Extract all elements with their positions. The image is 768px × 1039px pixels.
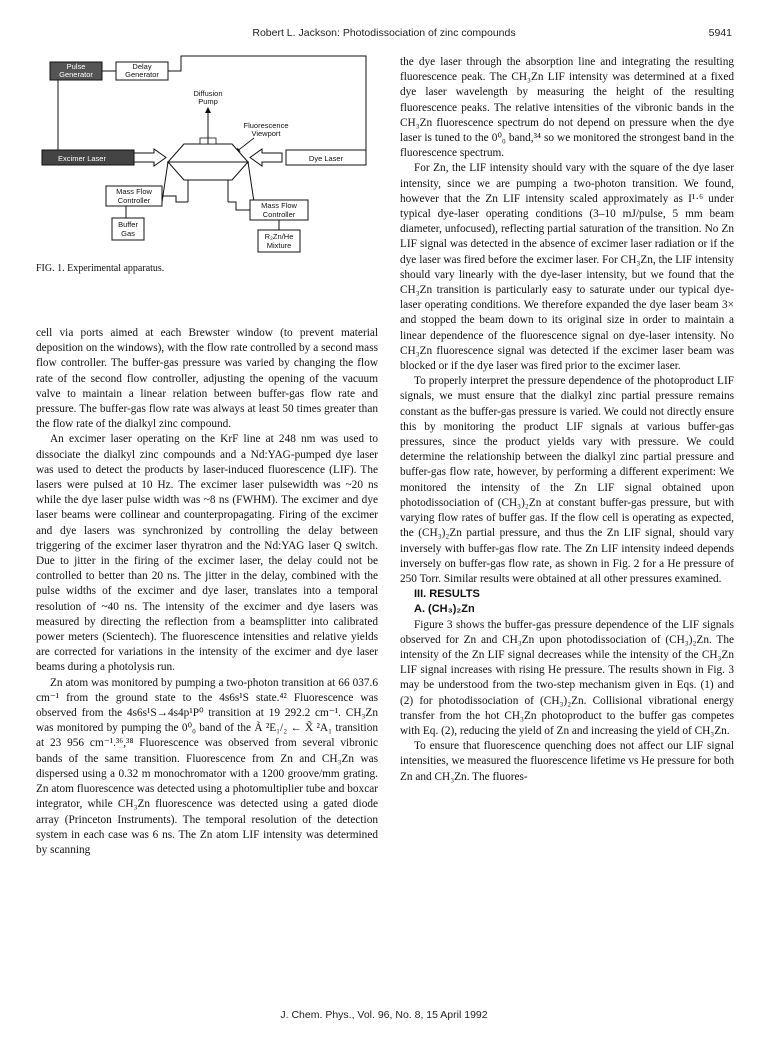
apparatus-diagram: [36, 52, 376, 262]
dye-laser-label: Dye Laser: [308, 154, 344, 163]
viewport-label-2: Viewport: [251, 129, 281, 138]
mfc1-label-2: Controller: [117, 196, 151, 205]
paragraph: An excimer laser operating on the KrF line at 248 nm was used to dissociate the dialkyl zinc compounds and a Nd:YAG-pumped dye laser was used to detect the products by laser-induced fluorescence (LIF). The lasers were pulsed at 10 Hz. The excimer laser pulsewidth was ~20 ns while the dye laser pulse width was ~8 ns (FWHM). The excimer and dye laser beams were collinear and counterpropagating. Firing of the excimer and dye lasers was synchronized by controlling the delay between triggering of the excimer laser thyratron and the Nd:YAG laser Q switch. Due to jitter in the firing of the excimer laser, the delay could not be controlled to better than 20 ns. The jitter in the delay, combined with the pulse widths of the excimer and dye laser, translates into a temporal resolution of ~40 ns. The intensity of the excimer and dye lasers was measured by directing the reflection from a beamsplitter into calibrated power meters (Scientech). The fluorescence intensities and relative yields are corrected for variations in the intensity of the excimer and dye laser beams during a photolysis run.: [36, 433, 378, 674]
buffer-gas-label-2: Gas: [121, 229, 135, 238]
pulse-generator-label-1: Pulse: [66, 62, 86, 71]
left-column: [36, 326, 378, 858]
dye-laser-box: [286, 150, 366, 165]
paragraph: Figure 3 shows the buffer-gas pressure dependence of the LIF signals observed for Zn and CH₃Zn upon photodissociation of (CH₃)₂Zn. The intensity of the Zn LIF signal decreases while the intensity of the CH₃Zn LIF signal increases with rising He pressure. The results shown in Fig. 3 may be understood from the two-step mechanism given in Eqs. (1) and (2) for photodissociation of (CH₃)₂Zn. Collisional vibrational energy transfer from the hot CH₃Zn photoproduct to the buffer gas competes with Eq. (2), reducing the yield of Zn and increasing the yield of CH₃Zn.: [400, 618, 734, 737]
flow-cell: [168, 138, 248, 180]
diffusion-pump-label-1: Diffusion: [193, 89, 223, 98]
mfc1-label-1: Mass Flow: [116, 187, 152, 196]
delay-generator-label-1: Delay: [132, 62, 152, 71]
paragraph: cell via ports aimed at each Brewster window (to prevent material deposition on the windows), with the flow rate controlled by a second mass flow controller. The buffer-gas pressure was varied by changing the flow rate of the second flow controller, adjusting the opening of the vacuum valve to maintain a linear relation between buffer-gas flow rate and pressure. The buffer-gas flow rate was always at least 50 times greater than the flow rate of the dialkyl zinc compound.: [36, 327, 378, 431]
delay-generator-label-2: Generator: [125, 70, 159, 79]
paragraph: To ensure that fluorescence quenching does not affect our LIF signal intensities, we measured the fluorescence lifetime vs He pressure for both Zn and CH₃Zn. The fluores-: [400, 740, 734, 783]
journal-footer: J. Chem. Phys., Vol. 96, No. 8, 15 April 1992: [280, 1009, 488, 1021]
dye-beam-arrow: [250, 149, 282, 166]
subsection-heading: A. (CH₃)₂Zn: [414, 603, 475, 616]
buffer-gas-label-1: Buffer: [118, 220, 138, 229]
mass-flow-controller-1: [106, 186, 162, 206]
section-heading-results: III. RESULTS: [414, 588, 480, 601]
pulse-generator-box: [50, 62, 102, 80]
page-number: 5941: [708, 27, 732, 39]
viewport-label-1: Fluorescence: [243, 121, 289, 130]
mfc2-label-1: Mass Flow: [261, 201, 297, 210]
pulse-generator-label-2: Generator: [59, 70, 93, 79]
paragraph: To properly interpret the pressure dependence of the photoproduct LIF signals, we must ensure that the dialkyl zinc partial pressure remains constant as the buffer-gas pressure is varied. We could not directly ensure this by monitoring the product LIF signals at various buffer-gas pressures, since the product yields vary with pressure. We could determine the relationship between the dialkyl zinc partial pressure and buffer-gas flow rate, however, by performing a different experiment: We monitored the intensity of the Zn LIF signal obtained upon photodissociation of (CH₃)₂Zn at constant buffer-gas pressure, but with varying flow rates of buffer gas. If the flow cell is operating as expected, the (CH₃)₂Zn partial pressure, and thus the Zn LIF signal, should vary inversely with buffer-gas flow rate. The Zn LIF intensity indeed depends inversely on buffer-gas flow rate, as shown in Fig. 2 for a He pressure of 250 Torr. Similar results were obtained at all other pressures examined.: [400, 375, 734, 585]
excimer-laser-box: [42, 150, 134, 165]
mixture-label-2: Mixture: [266, 241, 292, 250]
excimer-beam-arrow: [134, 149, 166, 166]
buffer-gas-box: [112, 218, 144, 240]
mfc2-label-2: Controller: [262, 210, 296, 219]
paragraph: For Zn, the LIF intensity should vary with the square of the dye laser intensity, since we are pumping a two-photon transition. We found, however that the Zn LIF intensity scaled approximately as I¹·⁶ under typical dye-laser operating conditions (3–10 mJ/pulse, 5 mm beam diameter, unfocused), reflecting partial saturation of the transition. No Zn LIF signal was detected in the absence of excimer laser radiation or if the dye laser was fired before the excimer laser. For CH₃Zn, the LIF intensity should vary linearly with the dye-laser intensity, but we found that the CH₃Zn transition is particularly easy to saturate under our typical dye-laser operating conditions. We therefore expanded the dye laser beam 3× and stopped the beam down to its original size in order to maintain a linear dependence of the fluorescence signal on dye-laser intensity. No CH₃Zn fluorescence signal was detected if the excimer laser beam was blocked or if the dye laser was fired prior to the excimer laser.: [400, 162, 734, 373]
excimer-laser-label: Excimer Laser: [58, 154, 106, 163]
mixture-label-1: R₂Zn/He: [264, 232, 294, 241]
right-column: [400, 55, 734, 785]
paragraph: the dye laser through the absorption line and integrating the resulting fluorescence peak. The CH₃Zn LIF intensity was determined at a fixed dye laser wavelength by measuring the height of the resulting fluorescence peaks. The relative intensities of the vibronic bands in the CH₃Zn fluorescence spectrum do not depend on pressure when the dye laser is tuned to the 0⁰₀ band,³⁴ so we monitored the strongest band in the fluorescence spectrum.: [400, 56, 734, 160]
running-head: [36, 27, 732, 41]
paragraph: Zn atom was monitored by pumping a two-photon transition at 66 037.6 cm⁻¹ from the ground state to the 4s6s¹S state.⁴² Fluorescence was observed from the 4s6s¹S→4s4p¹P⁰ transition at 19 292.2 cm⁻¹. CH₃Zn was monitored by pumping the 0⁰₀ band of the Ã ²E₁/₂ ← X̃ ²A₁ transition at 23 956 cm⁻¹.³⁶,³⁸ Fluorescence was observed from several vibronic bands of the same transition. Fluorescence from Zn and CH₃Zn was dispersed using a 0.32 m monochromator with a 1200 groove/mm grating. Zn atom fluorescence was detected using a photomultiplier tube and boxcar integrator, while CH₃Zn fluorescence was detected using a gated diode array (Princeton Instruments). The temporal resolution of the detection system in each case was 6 ns. The Zn atom LIF intensity was determined by scanning: [36, 676, 378, 856]
figure-caption: FIG. 1. Experimental apparatus.: [36, 263, 165, 274]
mass-flow-controller-2: [250, 200, 308, 220]
delay-generator-box: [116, 62, 168, 80]
mixture-box: [258, 230, 300, 252]
running-title: Robert L. Jackson: Photodissociation of zinc compounds: [252, 27, 516, 39]
diffusion-pump-label-2: Pump: [198, 97, 218, 106]
figure-1-apparatus: [36, 52, 376, 282]
